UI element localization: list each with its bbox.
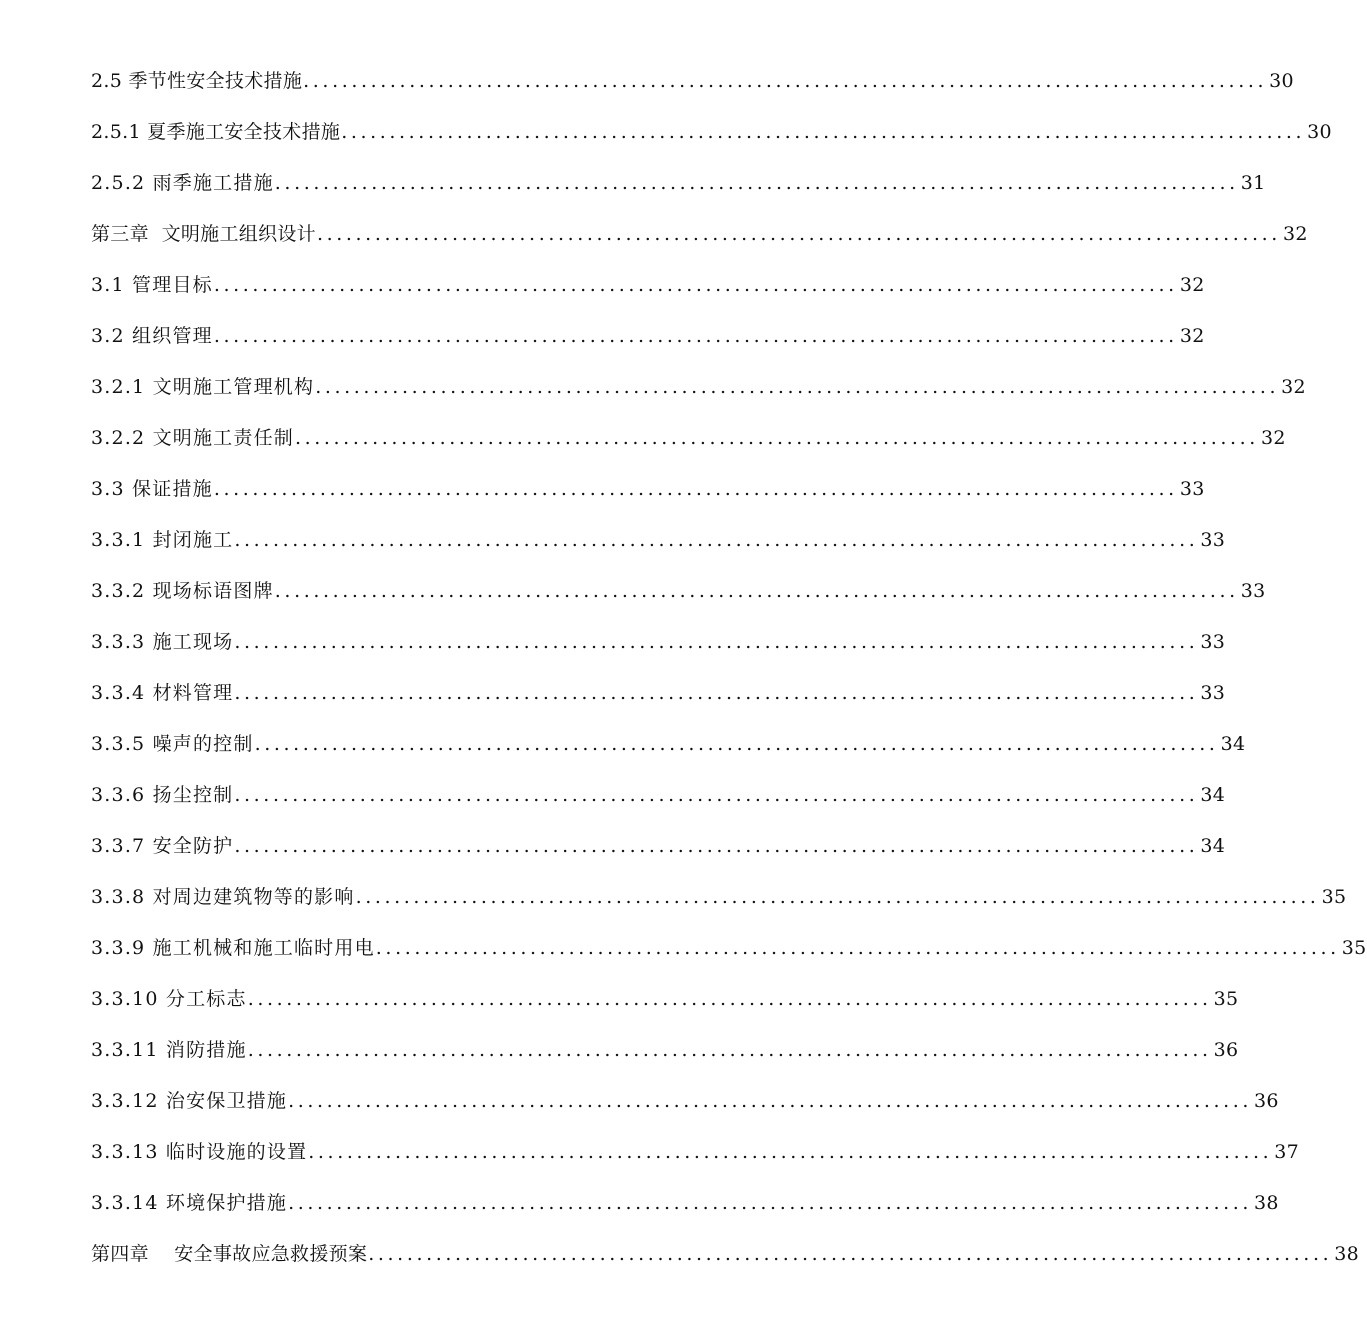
toc-entry-page: 35 (1321, 886, 1347, 908)
toc-entry-title: 3.3.4 材料管理 (91, 682, 234, 704)
dot-leader: .................................................................................................... (316, 223, 1281, 245)
toc-entry-title: 2.5 季节性安全技术措施 (91, 70, 303, 92)
toc-entry[interactable] (91, 1138, 1300, 1166)
dot-leader: .................................................................................................... (355, 886, 1320, 908)
toc-entry-title: 3.1 管理目标 (91, 274, 213, 296)
dot-leader: .................................................................................................... (213, 478, 1178, 500)
toc-entry-title: 3.3.3 施工现场 (91, 631, 234, 653)
toc-entry-page: 32 (1260, 427, 1286, 449)
toc-entry[interactable] (91, 883, 1347, 911)
toc-entry-title: 3.3.9 施工机械和施工临时用电 (91, 937, 375, 959)
toc-entry-page: 32 (1282, 223, 1308, 245)
toc-entry-page: 36 (1213, 1039, 1239, 1061)
dot-leader: .................................................................................................... (308, 1141, 1273, 1163)
toc-entry[interactable] (91, 628, 1226, 656)
dot-leader: .................................................................................................... (213, 325, 1178, 347)
toc-entry-title: 2.5.1 夏季施工安全技术措施 (91, 121, 341, 143)
toc-entry-page: 33 (1179, 478, 1205, 500)
dot-leader: .................................................................................................... (315, 376, 1280, 398)
toc-entry-title: 3.3.2 现场标语图牌 (91, 580, 274, 602)
toc-entry[interactable] (91, 118, 1332, 146)
dot-leader: .................................................................................................... (288, 1090, 1253, 1112)
toc-entry[interactable] (91, 934, 1367, 962)
toc-entry-page: 38 (1254, 1192, 1279, 1214)
toc-entry-page: 30 (1269, 70, 1294, 92)
toc-entry[interactable] (91, 985, 1239, 1013)
toc-entry-page: 30 (1307, 121, 1332, 143)
toc-entry[interactable] (91, 1036, 1239, 1064)
toc-entry-page: 31 (1240, 172, 1266, 194)
toc-entry[interactable] (91, 169, 1266, 197)
toc-entry[interactable] (91, 271, 1205, 299)
dot-leader: .................................................................................................... (234, 784, 1199, 806)
toc-entry-page: 38 (1334, 1243, 1360, 1265)
toc-entry-title: 3.3.7 安全防护 (91, 835, 234, 857)
dot-leader: .................................................................................................... (234, 529, 1199, 551)
toc-entry-page: 32 (1179, 274, 1205, 296)
toc-entry[interactable] (91, 220, 1308, 248)
toc-entry[interactable] (91, 67, 1294, 95)
toc-entry[interactable] (91, 781, 1226, 809)
dot-leader: .................................................................................................... (247, 988, 1212, 1010)
toc-entry[interactable] (91, 1087, 1279, 1115)
toc-entry[interactable] (91, 322, 1205, 350)
toc-entry-page: 32 (1281, 376, 1306, 398)
toc-entry-title: 3.3.10 分工标志 (91, 988, 247, 1010)
toc-entry[interactable] (91, 832, 1226, 860)
toc-entry-title: 3.3.8 对周边建筑物等的影响 (91, 886, 355, 908)
toc-entry[interactable] (91, 424, 1286, 452)
toc-entry-title: 3.3.13 临时设施的设置 (91, 1141, 308, 1163)
toc-entry-page: 35 (1213, 988, 1239, 1010)
dot-leader: .................................................................................................... (234, 631, 1199, 653)
toc-entry-title: 3.3.5 噪声的控制 (91, 733, 254, 755)
dot-leader: .................................................................................................... (294, 427, 1259, 449)
toc-entry-page: 33 (1200, 682, 1226, 704)
dot-leader: .................................................................................................... (234, 682, 1199, 704)
toc-entry-page: 34 (1220, 733, 1246, 755)
toc-entry-page: 33 (1240, 580, 1266, 602)
toc-entry[interactable] (91, 577, 1266, 605)
toc-entry[interactable] (91, 1240, 1360, 1268)
dot-leader: .................................................................................................... (288, 1192, 1253, 1214)
toc-entry-title: 2.5.2 雨季施工措施 (91, 172, 274, 194)
dot-leader: .................................................................................................... (254, 733, 1219, 755)
toc-entry-title: 3.3.14 环境保护措施 (91, 1192, 288, 1214)
toc-entry[interactable] (91, 1189, 1279, 1217)
toc-entry-page: 33 (1200, 631, 1226, 653)
toc-entry-title: 3.3.6 扬尘控制 (91, 784, 234, 806)
dot-leader: .................................................................................................... (274, 580, 1239, 602)
toc-entry[interactable] (91, 475, 1205, 503)
dot-leader: .................................................................................................... (375, 937, 1340, 959)
dot-leader: .................................................................................................... (368, 1243, 1333, 1265)
dot-leader: .................................................................................................... (234, 835, 1199, 857)
toc-entry-page: 32 (1179, 325, 1205, 347)
toc-entry-page: 35 (1341, 937, 1367, 959)
toc-entry-page: 34 (1200, 784, 1226, 806)
toc-entry-page: 36 (1254, 1090, 1279, 1112)
toc-entry-title: 3.2.1 文明施工管理机构 (91, 376, 315, 398)
dot-leader: .................................................................................................... (341, 121, 1306, 143)
toc-entry-page: 33 (1200, 529, 1226, 551)
toc-entry[interactable] (91, 730, 1246, 758)
toc-entry[interactable] (91, 526, 1226, 554)
dot-leader: .................................................................................................... (274, 172, 1239, 194)
toc-entry-page: 34 (1200, 835, 1226, 857)
dot-leader: .................................................................................................... (213, 274, 1178, 296)
dot-leader: .................................................................................................... (303, 70, 1268, 92)
toc-entry-title: 3.3.1 封闭施工 (91, 529, 234, 551)
toc-entry-title: 第四章 安全事故应急救援预案 (91, 1243, 368, 1265)
toc-entry[interactable] (91, 373, 1306, 401)
toc-entry-title: 3.2 组织管理 (91, 325, 213, 347)
toc-entry-title: 3.3.11 消防措施 (91, 1039, 247, 1061)
toc-entry-title: 3.2.2 文明施工责任制 (91, 427, 294, 449)
toc-entry-page: 37 (1274, 1141, 1300, 1163)
toc-entry-title: 第三章 文明施工组织设计 (91, 223, 316, 245)
toc-entry[interactable] (91, 679, 1226, 707)
toc-entry-title: 3.3 保证措施 (91, 478, 213, 500)
dot-leader: .................................................................................................... (247, 1039, 1212, 1061)
toc-entry-title: 3.3.12 治安保卫措施 (91, 1090, 288, 1112)
